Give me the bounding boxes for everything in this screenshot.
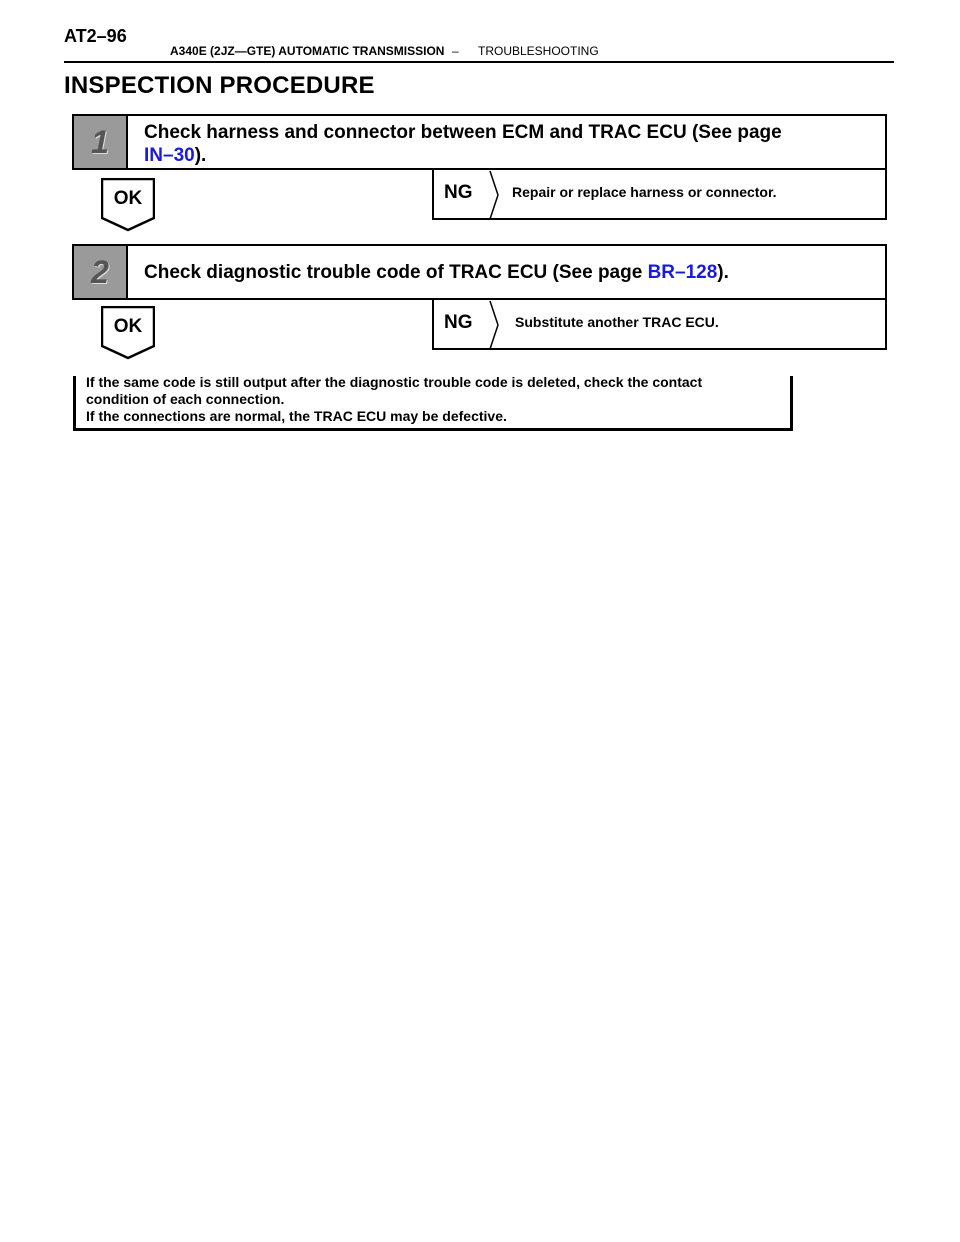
- step-1-ok-label: OK: [113, 188, 143, 209]
- step-1-number-badge: [74, 116, 128, 168]
- step-1-page-link[interactable]: IN–30: [144, 145, 195, 166]
- step-1-ok-tag: [101, 178, 155, 232]
- step-2-text: [144, 261, 871, 284]
- step-2-ng-label: NG: [444, 312, 473, 333]
- step-2-ok-label: OK: [113, 316, 143, 337]
- step-1-ng-tag: [432, 170, 504, 220]
- header-title: A340E (2JZ—GTE) AUTOMATIC TRANSMISSION: [170, 44, 445, 58]
- step-2-text-end: ).: [717, 262, 729, 283]
- step-2-ok-tag: [101, 306, 155, 360]
- step-1-text-line1: Check harness and connector between ECM and TRAC ECU (See page: [144, 122, 782, 143]
- header-section: TROUBLESHOOTING: [478, 44, 599, 58]
- page-title: INSPECTION PROCEDURE: [64, 72, 375, 99]
- step-2-number-badge: [74, 246, 128, 298]
- step-2-page-link[interactable]: BR–128: [647, 262, 718, 283]
- note-line-2: condition of each connection.: [86, 391, 285, 407]
- note-line-3: If the connections are normal, the TRAC ECU may be defective.: [86, 408, 507, 424]
- step-2-text-before: Check diagnostic trouble code of TRAC ECU (See page: [144, 262, 648, 283]
- step-1-ng-label: NG: [444, 182, 473, 203]
- step-1-text-end: ).: [194, 145, 207, 166]
- step-2-box: [72, 244, 887, 300]
- header-rule: [64, 61, 894, 63]
- final-note-box: [73, 376, 793, 431]
- step-1-box: [72, 114, 887, 170]
- step-1-text: [144, 121, 871, 167]
- page-number: AT2–96: [64, 26, 127, 46]
- step-2-number: 2: [91, 253, 109, 290]
- note-line-1: If the same code is still output after the diagnostic trouble code is deleted, check the contact: [86, 374, 703, 390]
- step-2-ng-action: Substitute another TRAC ECU.: [515, 314, 719, 330]
- step-1-number: 1: [91, 123, 109, 160]
- step-2-ng-tag: [432, 300, 504, 350]
- step-1-ng-action: Repair or replace harness or connector.: [512, 184, 777, 200]
- header-separator: –: [452, 44, 459, 58]
